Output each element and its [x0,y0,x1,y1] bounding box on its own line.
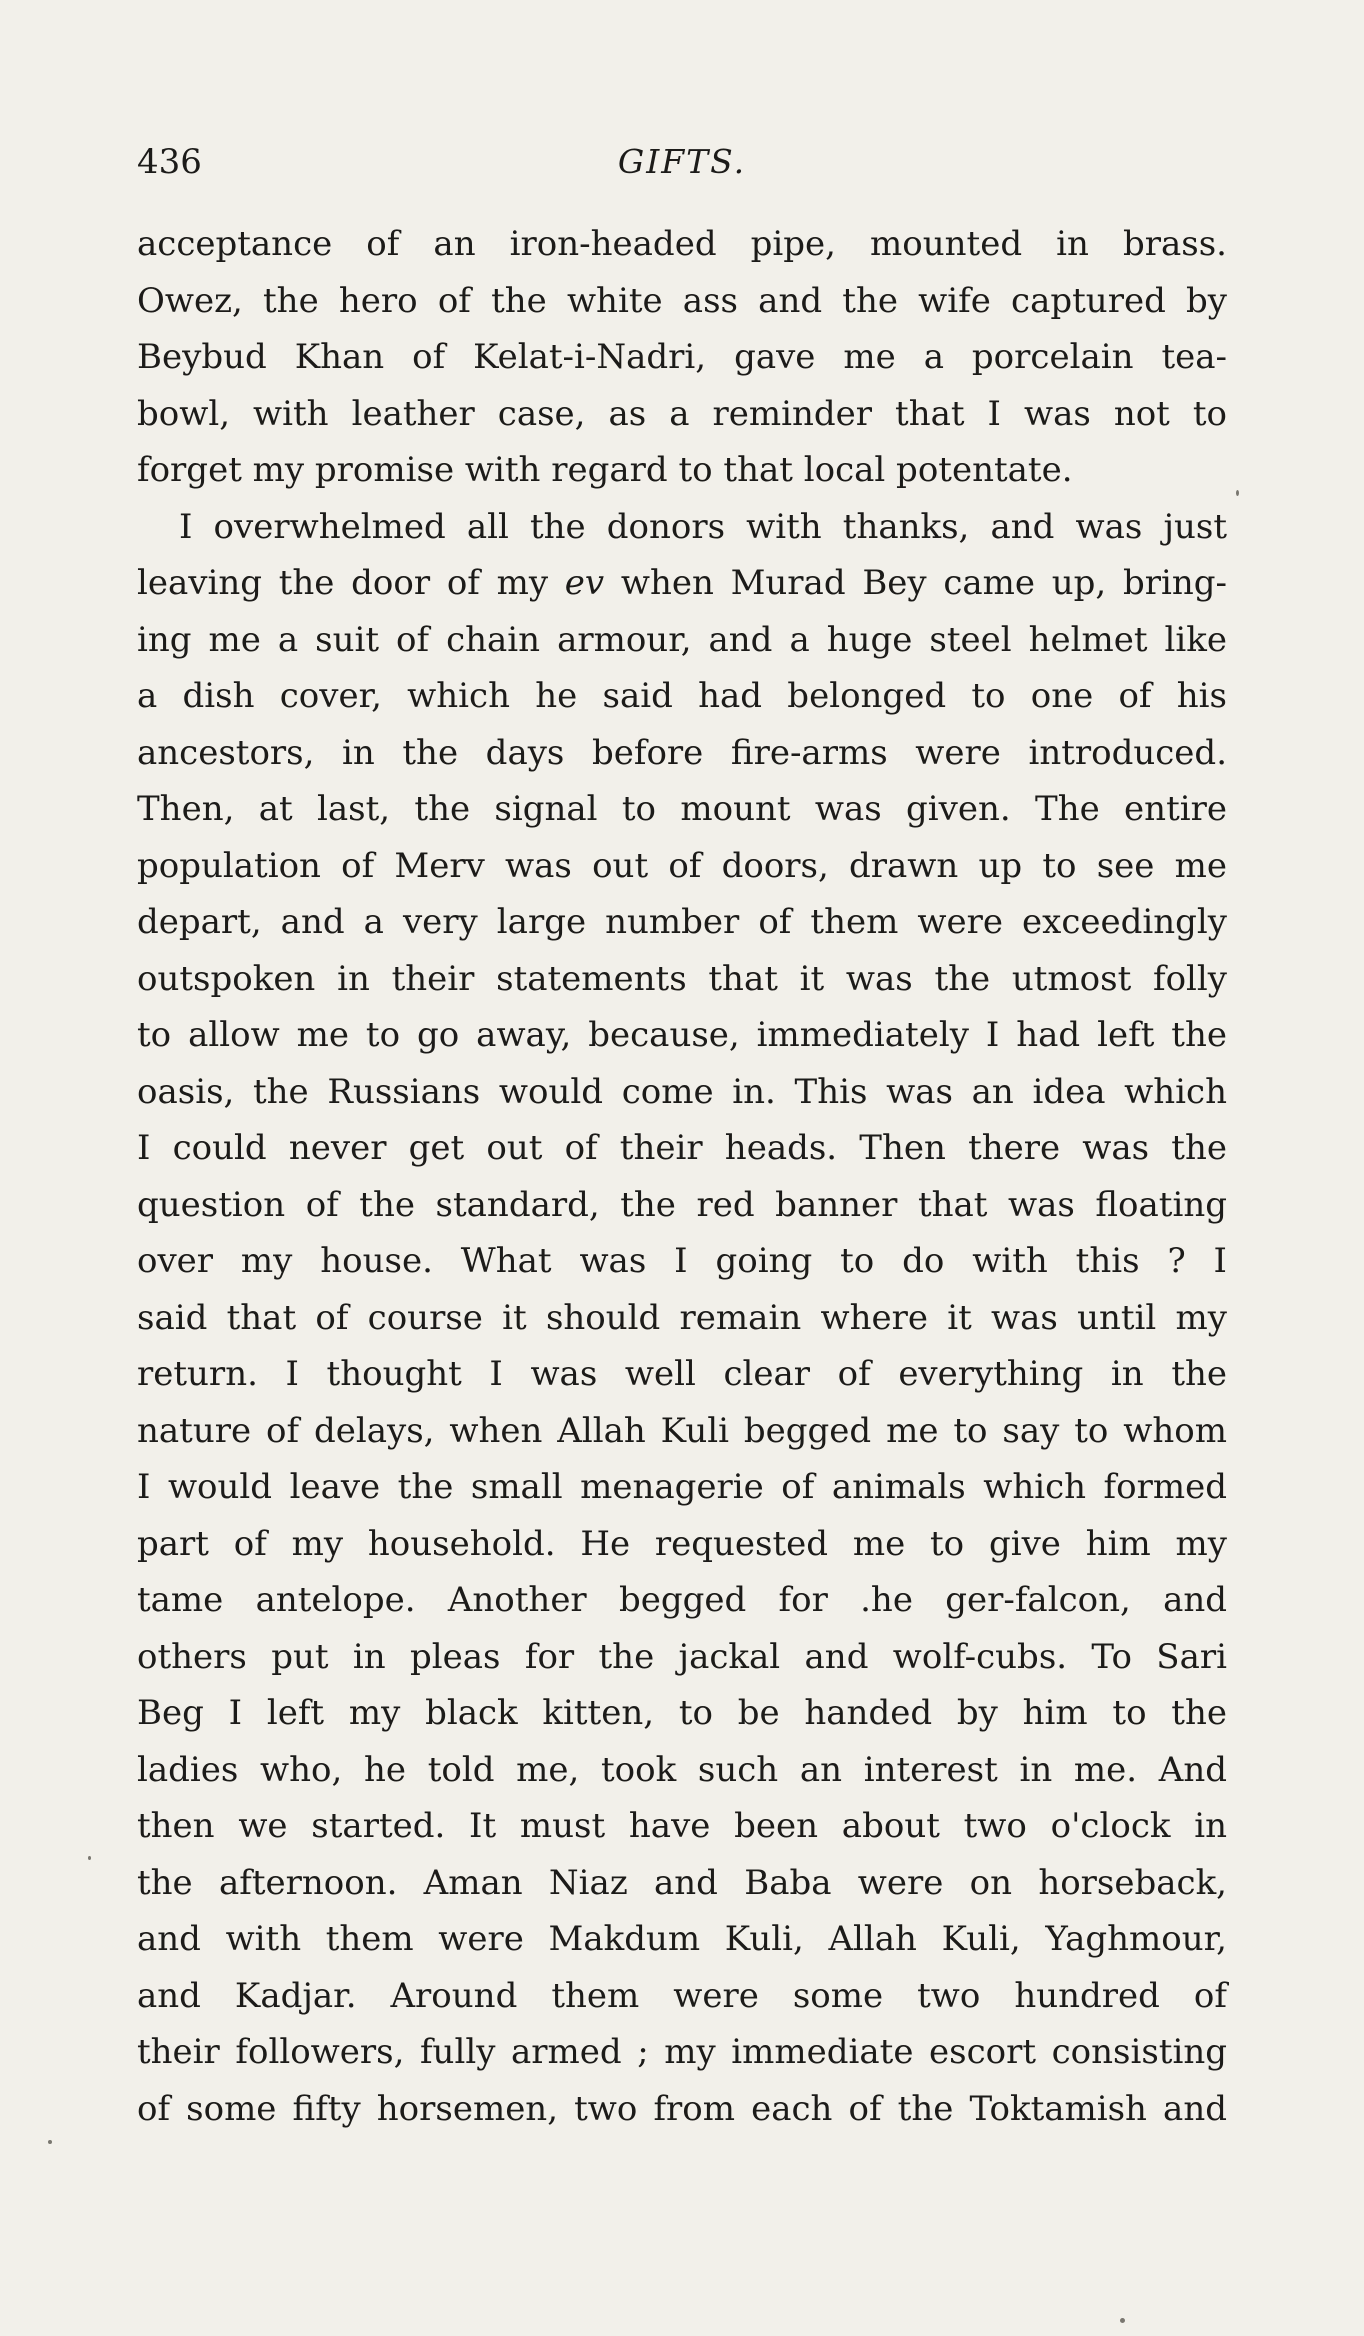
running-head: GIFTS. [617,142,747,181]
text-line-19: over my house. What was I going to do with this ? I [137,1241,1227,1281]
text-line-5: forget my promise with regard to that local potentate. [137,450,1073,490]
text-line-2: Owez, the hero of the white ass and the wife captured by [137,280,1227,321]
text-line-23: I would leave the small menagerie of animals which formed [137,1467,1227,1507]
text-line-22: nature of delays, when Allah Kuli begged me to say to whom [137,1410,1227,1451]
text-line-7-pre: leaving the door of my [137,563,565,603]
text-line-34: of some fifty horsemen, two from each of the Toktamish and [137,2088,1227,2129]
text-line-4: bowl, with leather case, as a reminder that I was not to [137,393,1227,434]
text-line-9: a dish cover, which he said had belonged to one of his [137,676,1227,716]
page-number: 436 [137,142,202,182]
text-line-29: then we started. It must have been about two o'clock in [137,1806,1227,1846]
paper-speck [88,1856,91,1860]
page-header [137,142,1227,192]
text-line-33: their followers, fully armed ; my immediate escort consisting [137,2032,1227,2072]
text-line-27: Beg I left my black kitten, to be handed by him to the [137,1693,1227,1733]
text-line-8: ing me a suit of chain armour, and a huge steel helmet like [137,619,1227,660]
text-line-7-italic: ev [564,563,605,603]
text-line-15: to allow me to go away, because, immediately I had left the [137,1015,1227,1055]
text-line-32: and Kadjar. Around them were some two hundred of [137,1975,1227,2016]
text-line-14: outspoken in their statements that it was the utmost folly [137,958,1227,999]
text-line-20: said that of course it should remain where it was until my [137,1297,1227,1338]
text-line-7-post: when Murad Bey came up, bring- [604,563,1227,603]
text-line-11: Then, at last, the signal to mount was given. The entire [137,789,1227,829]
text-line-31: and with them were Makdum Kuli, Allah Kuli, Yaghmour, [137,1919,1227,1959]
paper-speck [1120,2318,1125,2323]
text-line-17: I could never get out of their heads. Then there was the [137,1128,1227,1168]
text-line-10: ancestors, in the days before fire-arms were introduced. [137,732,1227,773]
text-line-13: depart, and a very large number of them were exceedingly [137,902,1227,942]
text-line-26: others put in pleas for the jackal and wolf-cubs. To Sari [137,1636,1227,1677]
paper-speck [1236,490,1239,496]
text-line-18: question of the standard, the red banner that was floating [137,1184,1227,1225]
text-line-28: ladies who, he told me, took such an interest in me. And [137,1749,1227,1790]
text-line-3: Beybud Khan of Kelat-i-Nadri, gave me a porcelain tea- [137,337,1227,377]
text-line-1: acceptance of an iron-headed pipe, mounted in brass. [137,224,1227,264]
paper-speck [48,2140,52,2144]
text-line-25: tame antelope. Another begged for .he ger-falcon, and [137,1580,1227,1620]
text-line-16: oasis, the Russians would come in. This was an idea which [137,1071,1227,1112]
body-text [137,216,1227,2137]
text-line-12: population of Merv was out of doors, drawn up to see me [137,845,1227,886]
text-line-24: part of my household. He requested me to give him my [137,1523,1227,1564]
text-line-30: the afternoon. Aman Niaz and Baba were on horseback, [137,1862,1227,1903]
text-line-7 [137,555,1227,612]
text-line-6: I overwhelmed all the donors with thanks, and was just [179,506,1227,547]
text-line-21: return. I thought I was well clear of everything in the [137,1354,1227,1394]
